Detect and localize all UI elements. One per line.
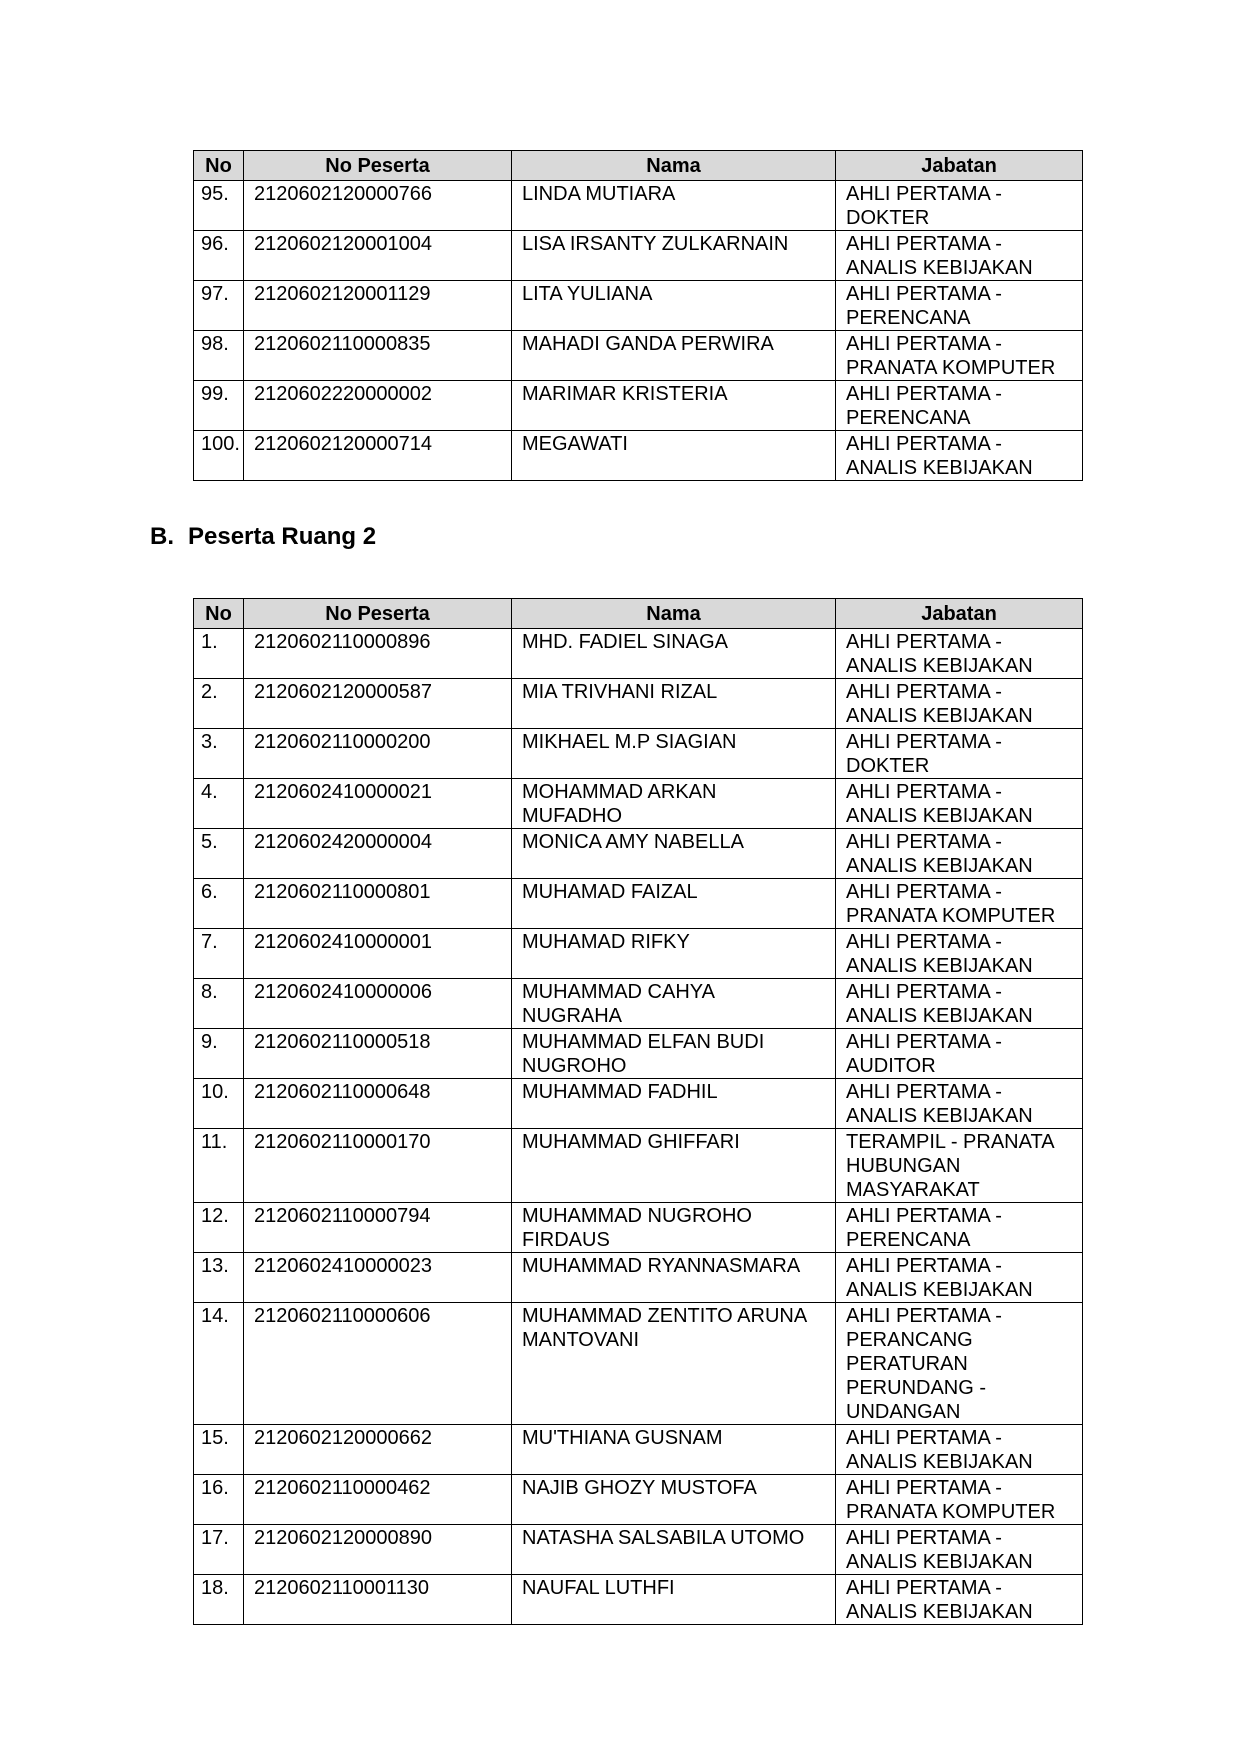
participants-table-1 — [193, 150, 1083, 481]
cell-no-peserta: 2120602110000200 — [244, 729, 512, 779]
table-row — [194, 1303, 1083, 1425]
cell-no-peserta: 2120602110000606 — [244, 1303, 512, 1425]
cell-jabatan: AHLI PERTAMA - PERENCANA — [836, 1203, 1083, 1253]
header-no-peserta: No Peserta — [244, 599, 512, 629]
cell-no-peserta: 2120602110000896 — [244, 629, 512, 679]
cell-nama: MOHAMMAD ARKAN MUFADHO — [512, 779, 836, 829]
cell-jabatan: AHLI PERTAMA - ANALIS KEBIJAKAN — [836, 779, 1083, 829]
cell-nama: LINDA MUTIARA — [512, 181, 836, 231]
cell-jabatan: AHLI PERTAMA - ANALIS KEBIJAKAN — [836, 231, 1083, 281]
header-no: No — [194, 599, 244, 629]
cell-no: 16. — [194, 1475, 244, 1525]
cell-no-peserta: 2120602410000006 — [244, 979, 512, 1029]
cell-no-peserta: 2120602120000890 — [244, 1525, 512, 1575]
table-row — [194, 829, 1083, 879]
cell-nama: MHD. FADIEL SINAGA — [512, 629, 836, 679]
cell-jabatan: AHLI PERTAMA - ANALIS KEBIJAKAN — [836, 979, 1083, 1029]
cell-jabatan: AHLI PERTAMA - ANALIS KEBIJAKAN — [836, 431, 1083, 481]
cell-no-peserta: 2120602120000662 — [244, 1425, 512, 1475]
table-row — [194, 979, 1083, 1029]
cell-no-peserta: 2120602110000170 — [244, 1129, 512, 1203]
table-row — [194, 1203, 1083, 1253]
table-row — [194, 1475, 1083, 1525]
table-row — [194, 1425, 1083, 1475]
cell-nama: MUHAMAD FAIZAL — [512, 879, 836, 929]
cell-no-peserta: 2120602120000766 — [244, 181, 512, 231]
cell-no-peserta: 2120602110000801 — [244, 879, 512, 929]
cell-jabatan: AHLI PERTAMA - ANALIS KEBIJAKAN — [836, 1525, 1083, 1575]
section-title: Peserta Ruang 2 — [188, 523, 377, 550]
cell-no: 13. — [194, 1253, 244, 1303]
cell-no: 2. — [194, 679, 244, 729]
table-row — [194, 1129, 1083, 1203]
cell-nama: MONICA AMY NABELLA — [512, 829, 836, 879]
cell-no: 95. — [194, 181, 244, 231]
cell-nama: LISA IRSANTY ZULKARNAIN — [512, 231, 836, 281]
table-row — [194, 281, 1083, 331]
cell-jabatan: AHLI PERTAMA - PRANATA KOMPUTER — [836, 1475, 1083, 1525]
cell-no: 18. — [194, 1575, 244, 1625]
cell-no: 7. — [194, 929, 244, 979]
cell-jabatan: AHLI PERTAMA - PERENCANA — [836, 281, 1083, 331]
cell-jabatan: AHLI PERTAMA - DOKTER — [836, 181, 1083, 231]
cell-jabatan: TERAMPIL - PRANATA HUBUNGAN MASYARAKAT — [836, 1129, 1083, 1203]
cell-jabatan: AHLI PERTAMA - ANALIS KEBIJAKAN — [836, 1425, 1083, 1475]
cell-no-peserta: 2120602110000518 — [244, 1029, 512, 1079]
cell-jabatan: AHLI PERTAMA - ANALIS KEBIJAKAN — [836, 829, 1083, 879]
table-row — [194, 1525, 1083, 1575]
table-row — [194, 1575, 1083, 1625]
cell-nama: MUHAMMAD FADHIL — [512, 1079, 836, 1129]
cell-nama: MUHAMMAD NUGROHO FIRDAUS — [512, 1203, 836, 1253]
cell-nama: MUHAMMAD CAHYA NUGRAHA — [512, 979, 836, 1029]
cell-jabatan: AHLI PERTAMA - ANALIS KEBIJAKAN — [836, 929, 1083, 979]
table-row — [194, 779, 1083, 829]
cell-nama: MIKHAEL M.P SIAGIAN — [512, 729, 836, 779]
cell-no-peserta: 2120602120000587 — [244, 679, 512, 729]
cell-no-peserta: 2120602410000023 — [244, 1253, 512, 1303]
cell-jabatan: AHLI PERTAMA - DOKTER — [836, 729, 1083, 779]
header-jabatan: Jabatan — [836, 599, 1083, 629]
cell-nama: NAJIB GHOZY MUSTOFA — [512, 1475, 836, 1525]
cell-no: 100. — [194, 431, 244, 481]
cell-no: 15. — [194, 1425, 244, 1475]
cell-jabatan: AHLI PERTAMA - ANALIS KEBIJAKAN — [836, 1253, 1083, 1303]
cell-no-peserta: 2120602110000462 — [244, 1475, 512, 1525]
cell-nama: MUHAMAD RIFKY — [512, 929, 836, 979]
cell-no: 98. — [194, 331, 244, 381]
cell-no-peserta: 2120602410000001 — [244, 929, 512, 979]
cell-jabatan: AHLI PERTAMA - AUDITOR — [836, 1029, 1083, 1079]
cell-jabatan: AHLI PERTAMA - ANALIS KEBIJAKAN — [836, 679, 1083, 729]
table-row — [194, 929, 1083, 979]
cell-no: 99. — [194, 381, 244, 431]
cell-jabatan: AHLI PERTAMA - ANALIS KEBIJAKAN — [836, 1575, 1083, 1625]
cell-nama: MIA TRIVHANI RIZAL — [512, 679, 836, 729]
cell-no-peserta: 2120602220000002 — [244, 381, 512, 431]
cell-no: 1. — [194, 629, 244, 679]
cell-jabatan: AHLI PERTAMA - ANALIS KEBIJAKAN — [836, 1079, 1083, 1129]
table-row — [194, 381, 1083, 431]
table-row — [194, 729, 1083, 779]
header-no-peserta: No Peserta — [244, 151, 512, 181]
header-jabatan: Jabatan — [836, 151, 1083, 181]
cell-jabatan: AHLI PERTAMA - PERENCANA — [836, 381, 1083, 431]
cell-no-peserta: 2120602120000714 — [244, 431, 512, 481]
cell-no: 14. — [194, 1303, 244, 1425]
cell-nama: MUHAMMAD ZENTITO ARUNA MANTOVANI — [512, 1303, 836, 1425]
cell-nama: NATASHA SALSABILA UTOMO — [512, 1525, 836, 1575]
table-row — [194, 679, 1083, 729]
table-header-row — [194, 151, 1083, 181]
table-row — [194, 231, 1083, 281]
cell-no-peserta: 2120602420000004 — [244, 829, 512, 879]
cell-no: 9. — [194, 1029, 244, 1079]
cell-nama: NAUFAL LUTHFI — [512, 1575, 836, 1625]
table-row — [194, 1253, 1083, 1303]
cell-no: 11. — [194, 1129, 244, 1203]
cell-nama: MARIMAR KRISTERIA — [512, 381, 836, 431]
cell-no-peserta: 2120602110000648 — [244, 1079, 512, 1129]
cell-no-peserta: 2120602110001130 — [244, 1575, 512, 1625]
table-row — [194, 181, 1083, 231]
cell-no: 10. — [194, 1079, 244, 1129]
cell-nama: MEGAWATI — [512, 431, 836, 481]
cell-no: 96. — [194, 231, 244, 281]
section-heading — [150, 523, 376, 551]
cell-no-peserta: 2120602110000835 — [244, 331, 512, 381]
cell-no: 12. — [194, 1203, 244, 1253]
table-row — [194, 629, 1083, 679]
cell-no: 17. — [194, 1525, 244, 1575]
cell-nama: MU'THIANA GUSNAM — [512, 1425, 836, 1475]
cell-no: 4. — [194, 779, 244, 829]
cell-no: 6. — [194, 879, 244, 929]
cell-nama: MUHAMMAD GHIFFARI — [512, 1129, 836, 1203]
header-no: No — [194, 151, 244, 181]
cell-nama: LITA YULIANA — [512, 281, 836, 331]
cell-no: 3. — [194, 729, 244, 779]
cell-nama: MUHAMMAD ELFAN BUDI NUGROHO — [512, 1029, 836, 1079]
table-row — [194, 1079, 1083, 1129]
cell-no-peserta: 2120602110000794 — [244, 1203, 512, 1253]
cell-jabatan: AHLI PERTAMA - PRANATA KOMPUTER — [836, 331, 1083, 381]
cell-no: 5. — [194, 829, 244, 879]
cell-no-peserta: 2120602120001129 — [244, 281, 512, 331]
cell-nama: MAHADI GANDA PERWIRA — [512, 331, 836, 381]
header-nama: Nama — [512, 599, 836, 629]
header-nama: Nama — [512, 151, 836, 181]
cell-no: 8. — [194, 979, 244, 1029]
table-row — [194, 331, 1083, 381]
table-row — [194, 1029, 1083, 1079]
participants-table-2 — [193, 598, 1083, 1625]
cell-jabatan: AHLI PERTAMA - ANALIS KEBIJAKAN — [836, 629, 1083, 679]
table-header-row — [194, 599, 1083, 629]
cell-nama: MUHAMMAD RYANNASMARA — [512, 1253, 836, 1303]
cell-no-peserta: 2120602410000021 — [244, 779, 512, 829]
cell-jabatan: AHLI PERTAMA - PERANCANG PERATURAN PERUNDANG - UNDANGAN — [836, 1303, 1083, 1425]
cell-jabatan: AHLI PERTAMA - PRANATA KOMPUTER — [836, 879, 1083, 929]
cell-no-peserta: 2120602120001004 — [244, 231, 512, 281]
table-row — [194, 879, 1083, 929]
cell-no: 97. — [194, 281, 244, 331]
table-row — [194, 431, 1083, 481]
section-letter: B. — [150, 523, 174, 550]
